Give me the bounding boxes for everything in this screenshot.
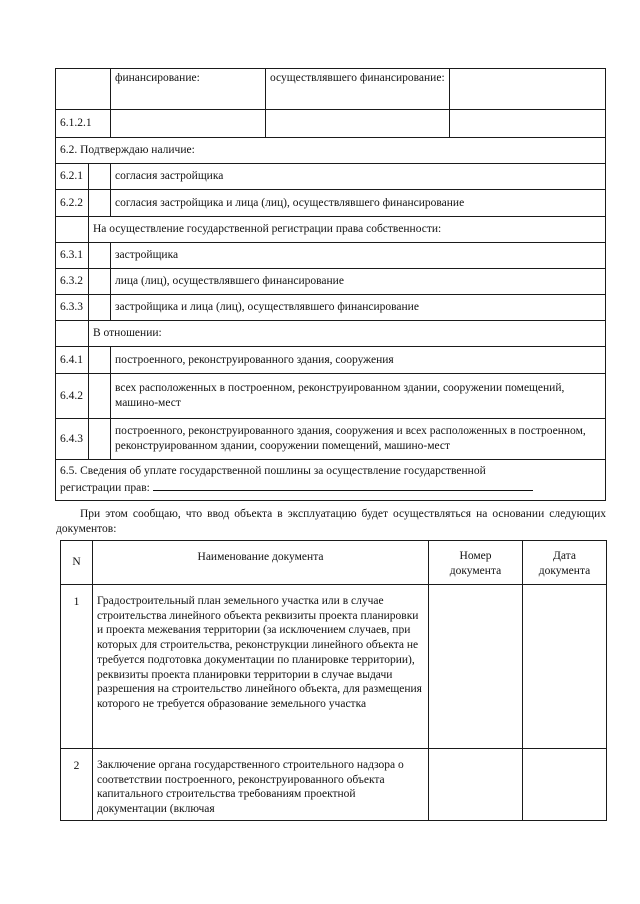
- row-text: застройщика и лица (лиц), осуществлявшего финансирование: [111, 295, 606, 321]
- table-row: [56, 243, 606, 269]
- checkbox-cell[interactable]: [89, 347, 111, 374]
- row-text: построенного, реконструированного здания, сооружения: [111, 347, 606, 374]
- cell-text: осуществлявшего финансирование:: [270, 72, 445, 84]
- fee-section-label: регистрации прав:: [60, 482, 150, 494]
- table-cell: [56, 217, 89, 243]
- table-row: [56, 374, 606, 419]
- section-heading: На осуществление государственной регистрации права собственности:: [89, 217, 606, 243]
- table-row: [56, 295, 606, 321]
- row-name: Заключение органа государственного строительного надзора о соответствии построенного, реконструированного объекта капитального строительства требованиям проектной документации (включая: [93, 749, 429, 821]
- declaration-table: [55, 68, 606, 501]
- row-number: 6.3.3: [56, 295, 89, 321]
- table-cell: [56, 321, 89, 347]
- row-n: 2: [61, 749, 93, 821]
- table-cell: [450, 110, 606, 138]
- row-number: 6.1.2.1: [56, 110, 111, 138]
- cell-text: финансирование:: [115, 72, 200, 84]
- header-n: N: [61, 541, 93, 585]
- row-number: 6.4.1: [56, 347, 89, 374]
- row-text: согласия застройщика и лица (лиц), осуществлявшего финансирование: [111, 190, 606, 217]
- table-row: [56, 269, 606, 295]
- row-number: 6.4.2: [56, 374, 89, 419]
- table-cell: [266, 69, 450, 110]
- row-text: лица (лиц), осуществлявшего финансирование: [111, 269, 606, 295]
- row-n: 1: [61, 585, 93, 749]
- fee-section-line2: [60, 479, 601, 496]
- intro-paragraph: При этом сообщаю, что ввод объекта в эксплуатацию будет осуществляться на основании следующих документов:: [56, 508, 606, 535]
- row-number: 6.2.1: [56, 164, 89, 190]
- row-text: построенного, реконструированного здания, сооружения и всех расположенных в построенном, реконструированном здании, сооружении помещений, машино-мест: [111, 419, 606, 460]
- table-row: [56, 460, 606, 501]
- row-number-cell[interactable]: [429, 749, 523, 821]
- row-text: всех расположенных в построенном, реконструированном здании, сооружении помещений, машино-мест: [111, 374, 606, 419]
- table-cell: [450, 69, 606, 110]
- table-cell: [111, 69, 266, 110]
- table-cell: [111, 110, 266, 138]
- table-cell: [56, 69, 111, 110]
- section-heading: 6.2. Подтверждаю наличие:: [56, 138, 606, 164]
- fee-section: [56, 460, 606, 501]
- checkbox-cell[interactable]: [89, 419, 111, 460]
- row-number: 6.4.3: [56, 419, 89, 460]
- table-row: [56, 164, 606, 190]
- table-cell: [266, 110, 450, 138]
- checkbox-cell[interactable]: [89, 243, 111, 269]
- row-date-cell[interactable]: [523, 585, 607, 749]
- row-name: Градостроительный план земельного участка или в случае строительства линейного объекта реквизиты проекта планировки и проекта межевания территории (за исключением случаев, при которых для строительства, реконструкции линейного объекта не требуется подготовка документации по планировке территории), реквизиты проекта планировки территории в случае выдачи разрешения на строительство линейного объекта, для размещения которого не требуется образование земельного участка: [93, 585, 429, 749]
- table-row: [56, 69, 606, 110]
- checkbox-cell[interactable]: [89, 164, 111, 190]
- table-row: [56, 138, 606, 164]
- table-row: [61, 585, 607, 749]
- fee-details-field[interactable]: [153, 479, 533, 491]
- row-number: 6.2.2: [56, 190, 89, 217]
- row-number: 6.3.2: [56, 269, 89, 295]
- checkbox-cell[interactable]: [89, 374, 111, 419]
- row-text: согласия застройщика: [111, 164, 606, 190]
- checkbox-cell[interactable]: [89, 295, 111, 321]
- header-date: Дата документа: [523, 541, 607, 585]
- header-name: Наименование документа: [93, 541, 429, 585]
- checkbox-cell[interactable]: [89, 269, 111, 295]
- table-row: [56, 347, 606, 374]
- row-number-cell[interactable]: [429, 585, 523, 749]
- section-heading: В отношении:: [89, 321, 606, 347]
- table-row: [56, 419, 606, 460]
- table-row: [61, 749, 607, 821]
- row-date-cell[interactable]: [523, 749, 607, 821]
- checkbox-cell[interactable]: [89, 190, 111, 217]
- fee-section-line1: 6.5. Сведения об уплате государственной пошлины за осуществление государственной: [60, 465, 486, 478]
- table-row: [56, 110, 606, 138]
- documents-table: [60, 540, 607, 821]
- table-row: [56, 217, 606, 243]
- table-row: [56, 190, 606, 217]
- row-text: застройщика: [111, 243, 606, 269]
- row-number: 6.3.1: [56, 243, 89, 269]
- header-number: Номер документа: [429, 541, 523, 585]
- table-header-row: [61, 541, 607, 585]
- table-row: [56, 321, 606, 347]
